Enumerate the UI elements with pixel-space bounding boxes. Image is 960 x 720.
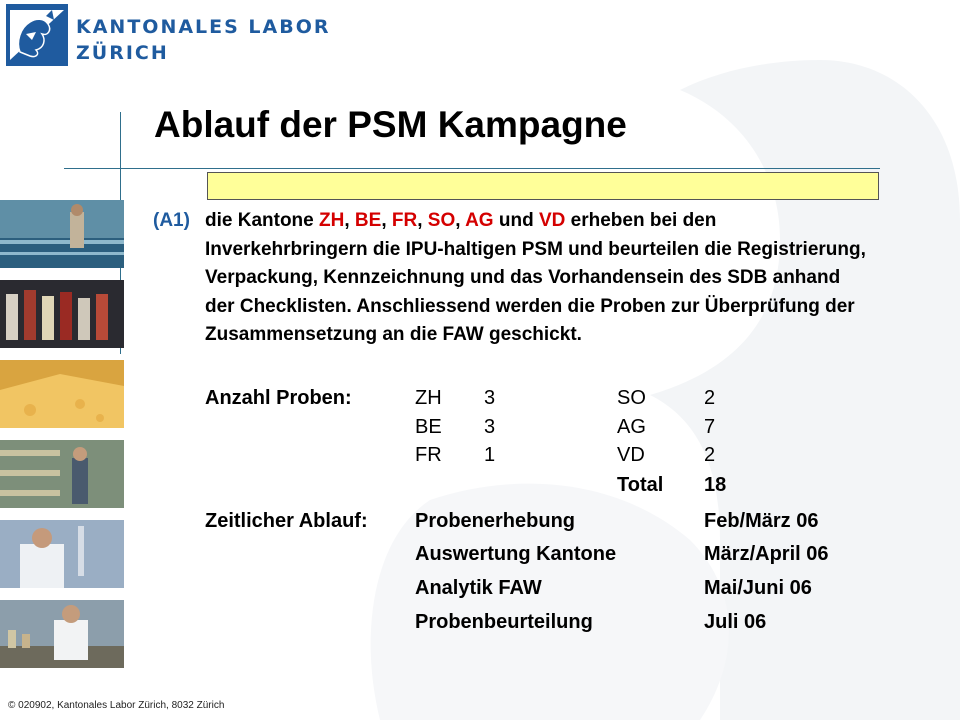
step-label: (A1): [153, 210, 190, 231]
schedule-period: Juli 06: [704, 611, 767, 633]
sample-canton: SO: [617, 387, 646, 409]
total-label: Total: [617, 474, 664, 496]
schedule-label: Zeitlicher Ablauf:: [205, 510, 368, 532]
slide-title: Ablauf der PSM Kampagne: [154, 104, 627, 145]
sample-canton: AG: [617, 416, 646, 438]
canton-vd: VD: [538, 210, 566, 231]
sample-count: 3: [484, 416, 496, 438]
canton-ag: AG: [465, 210, 494, 231]
organization-line-1: KANTONALES LABOR: [76, 16, 331, 38]
schedule-step: Analytik FAW: [415, 577, 542, 599]
sample-count: 2: [704, 387, 716, 409]
schedule-step: Probenbeurteilung: [415, 611, 593, 633]
organization-line-2: ZÜRICH: [76, 42, 169, 64]
separator: ,: [344, 210, 355, 231]
sample-count: 7: [704, 416, 716, 438]
schedule-step: Auswertung Kantone: [415, 543, 617, 565]
schedule-period: Feb/März 06: [704, 510, 819, 532]
conjunction: und: [493, 210, 539, 231]
canton-so: SO: [427, 210, 456, 231]
sample-count: 2: [704, 444, 716, 466]
canton-fr: FR: [391, 210, 418, 231]
total-value: 18: [704, 474, 727, 496]
sample-canton: ZH: [415, 387, 442, 409]
campaign-description: [153, 207, 873, 350]
description-text: [205, 207, 873, 350]
separator: ,: [417, 210, 428, 231]
canton-be: BE: [354, 210, 382, 231]
canton-zh: ZH: [319, 210, 345, 231]
samples-label: Anzahl Proben:: [205, 387, 352, 409]
text-pre: die Kantone: [205, 210, 320, 231]
schedule-step: Probenerhebung: [415, 510, 576, 532]
sample-canton: VD: [617, 444, 645, 466]
schedule-period: März/April 06: [704, 543, 829, 565]
footer-copyright: © 020902, Kantonales Labor Zürich, 8032 Zürich: [8, 700, 225, 711]
sample-count: 3: [484, 387, 496, 409]
separator: ,: [455, 210, 466, 231]
sample-canton: BE: [415, 416, 442, 438]
schedule-period: Mai/Juni 06: [704, 577, 812, 599]
sample-canton: FR: [415, 444, 442, 466]
separator: ,: [381, 210, 392, 231]
text-post: erheben bei den Inverkehrbringern die IPU-haltigen PSM und beurteilen die Registrierung, Verpackung, Kennzeichnung und das Vorhandensein des SDB anhand der Checklisten. Anschliessend werden die Proben zur Überprüfung der Zusammensetzung an die FAW geschickt.: [205, 210, 866, 345]
sample-count: 1: [484, 444, 496, 466]
